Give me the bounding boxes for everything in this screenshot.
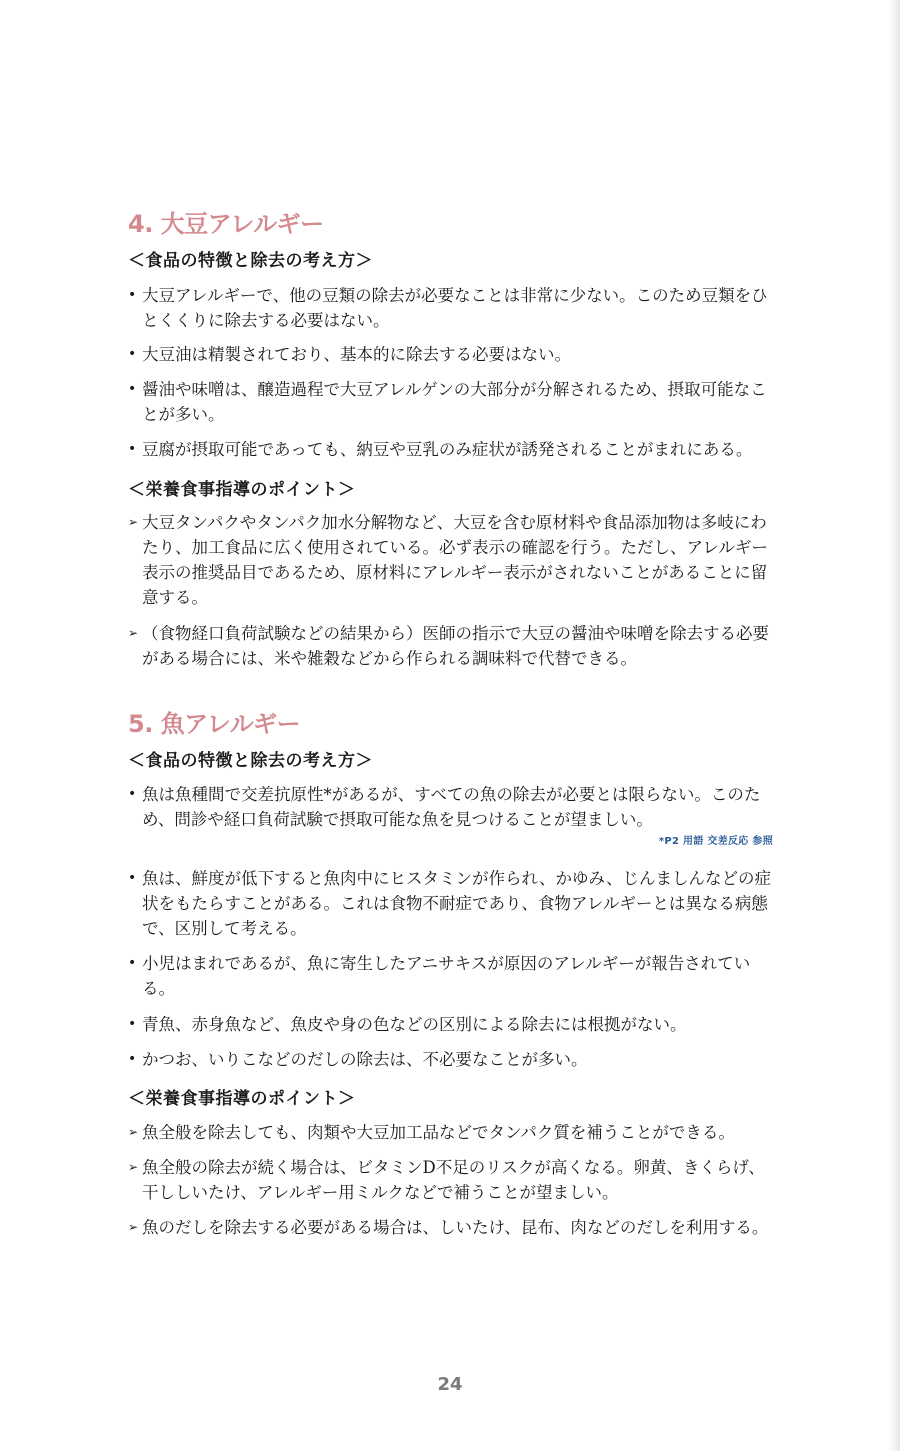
bullet-icon: •	[128, 441, 137, 457]
section-heading-fish: 5. 魚アレルギー	[128, 710, 301, 738]
bullet-icon: •	[128, 287, 137, 303]
list-item: • 豆腐が摂取可能であっても、納豆や豆乳のみ症状が誘発されることがまれにある。	[128, 437, 773, 462]
list-item: • 大豆油は精製されており、基本的に除去する必要はない。	[128, 342, 773, 367]
features-heading-fish: ＜食品の特徴と除去の考え方＞	[128, 751, 373, 771]
bullet-icon: •	[128, 381, 137, 397]
footnote-reference: *P2 用語 交差反応 参照	[658, 836, 773, 847]
list-item: ➢ 大豆タンパクやタンパク加水分解物など、大豆を含む原材料や食品添加物は多岐にわたり、加工食品に広く使用されている。必ず表示の確認を行う。ただし、アレルギー表示の推奨品目であるため、原材料にアレルギー表示がされないことがあることに留意する。	[128, 510, 773, 610]
list-item: • 醤油や味噌は、醸造過程で大豆アレルゲンの大部分が分解されるため、摂取可能なことが多い。	[128, 377, 773, 427]
list-item: • 魚は、鮮度が低下すると魚肉中にヒスタミンが作られ、かゆみ、じんましんなどの症状をもたらすことがある。これは食物不耐症であり、食物アレルギーとは異なる病態で、区別して考える。	[128, 866, 773, 941]
list-item: ➢ 魚全般の除去が続く場合は、ビタミンD不足のリスクが高くなる。卵黄、きくらげ、干ししいたけ、アレルギー用ミルクなどで補うことが望ましい。	[128, 1155, 773, 1205]
list-item: • 青魚、赤身魚など、魚皮や身の色などの区別による除去には根拠がない。	[128, 1012, 773, 1037]
points-heading-soy: ＜栄養食事指導のポイント＞	[128, 480, 356, 500]
list-item: ➢ 魚のだしを除去する必要がある場合は、しいたけ、昆布、肉などのだしを利用する。	[128, 1215, 773, 1240]
points-heading-fish: ＜栄養食事指導のポイント＞	[128, 1089, 356, 1109]
features-heading-soy: ＜食品の特徴と除去の考え方＞	[128, 251, 373, 271]
list-item: ➢ 魚全般を除去しても、肉類や大豆加工品などでタンパク質を補うことができる。	[128, 1120, 773, 1145]
bullet-icon: •	[128, 786, 137, 802]
bullet-icon: •	[128, 870, 137, 886]
arrow-bullet-icon: ➢	[128, 1160, 139, 1174]
bullet-icon: •	[128, 1051, 137, 1067]
list-item: • 魚は魚種間で交差抗原性*があるが、すべての魚の除去が必要とは限らない。このため、問診や経口負荷試験で摂取可能な魚を見つけることが望ましい。	[128, 782, 773, 832]
list-item: ➢ （食物経口負荷試験などの結果から）医師の指示で大豆の醤油や味噌を除去する必要がある場合には、米や雑穀などから作られる調味料で代替できる。	[128, 621, 773, 671]
bullet-icon: •	[128, 346, 137, 362]
list-item: • かつお、いりこなどのだしの除去は、不必要なことが多い。	[128, 1047, 773, 1072]
bullet-icon: •	[128, 1016, 137, 1032]
list-item: • 大豆アレルギーで、他の豆類の除去が必要なことは非常に少ない。このため豆類をひとくくりに除去する必要はない。	[128, 283, 773, 333]
arrow-bullet-icon: ➢	[128, 626, 139, 640]
list-item: • 小児はまれであるが、魚に寄生したアニサキスが原因のアレルギーが報告されている。	[128, 951, 773, 1001]
page-number: 24	[437, 1374, 463, 1395]
arrow-bullet-icon: ➢	[128, 1220, 139, 1234]
arrow-bullet-icon: ➢	[128, 515, 139, 529]
arrow-bullet-icon: ➢	[128, 1125, 139, 1139]
section-heading-soy: 4. 大豆アレルギー	[128, 210, 324, 238]
page-edge-shadow	[888, 0, 900, 1451]
bullet-icon: •	[128, 955, 137, 971]
